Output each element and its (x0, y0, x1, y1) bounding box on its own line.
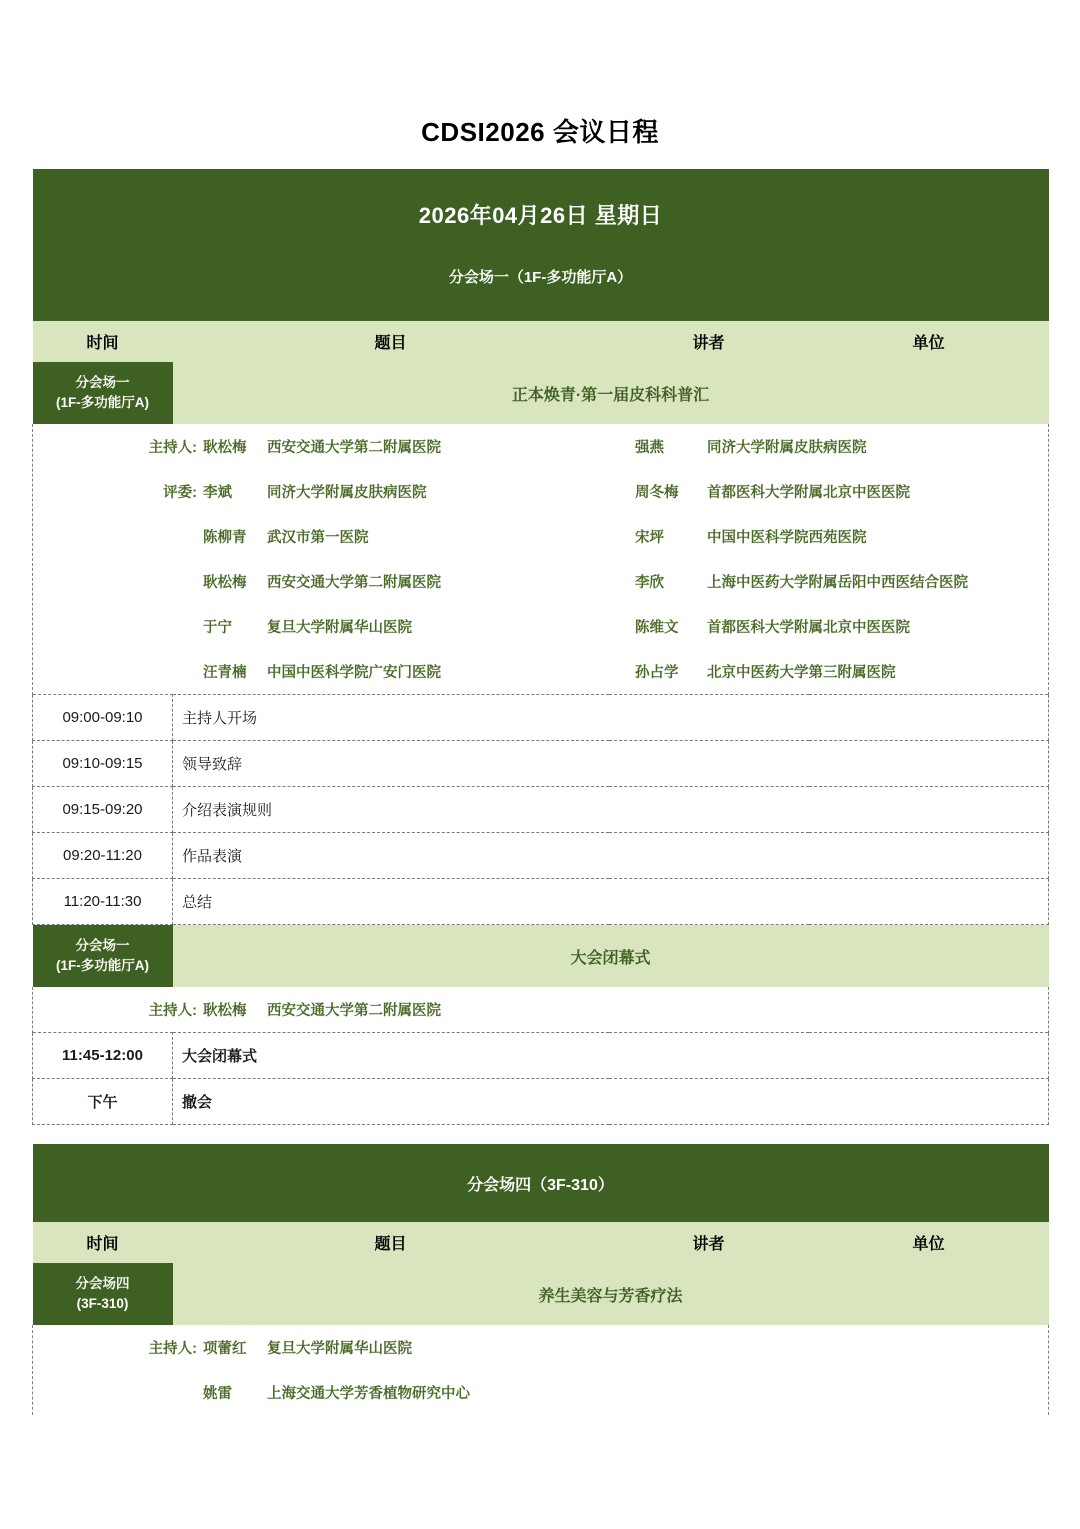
people-org-left: 西安交通大学第二附属医院 (267, 1003, 441, 1019)
col-header-time: 时间 (33, 1222, 173, 1263)
banner-cell (33, 1144, 1049, 1222)
table-row (33, 1079, 1049, 1125)
session-title: 大会闭幕式 (173, 925, 1049, 988)
people-label: 主持人: (148, 1341, 197, 1357)
people-org-left: 武汉市第一医院 (267, 530, 369, 546)
people-name-right: 李欣 (635, 575, 664, 591)
people-org-left: 同济大学附属皮肤病医院 (267, 485, 427, 501)
session-venue-line1: 分会场一 (75, 375, 130, 391)
slot-time: 09:10-09:15 (33, 741, 173, 787)
people-name-left: 陈柳青 (203, 530, 247, 546)
people-org-left: 西安交通大学第二附属医院 (267, 440, 441, 456)
people-name-left: 汪青楠 (203, 665, 247, 681)
people-name-right: 宋坪 (635, 530, 664, 546)
people-block-cell (33, 424, 1049, 695)
people-block-cell (33, 987, 1049, 1033)
people-name-left: 耿松梅 (203, 440, 247, 456)
session-venue-line2: (1F-多功能厅A) (56, 395, 149, 410)
people-row (33, 559, 1048, 604)
slot-time: 11:45-12:00 (33, 1033, 173, 1079)
slot-time: 09:20-11:20 (33, 833, 173, 879)
people-block-row (33, 987, 1049, 1033)
column-header-row (33, 321, 1049, 362)
people-row (33, 514, 1048, 559)
table-one (32, 169, 1049, 1125)
slot-desc: 总结 (173, 879, 1049, 925)
banner-venue-text: 分会场四（3F-310） (467, 1177, 614, 1194)
people-block-cell (33, 1325, 1049, 1415)
page-title: CDSI2026 会议日程 (421, 117, 659, 147)
session-title: 养生美容与芳香疗法 (173, 1263, 1049, 1325)
col-header-topic: 题目 (173, 1222, 609, 1263)
slot-time: 09:15-09:20 (33, 787, 173, 833)
people-org-left: 复旦大学附属华山医院 (267, 1341, 412, 1357)
people-block-row (33, 424, 1049, 695)
banner-cell (33, 169, 1049, 321)
session-strip-row (33, 925, 1049, 988)
slot-desc: 作品表演 (173, 833, 1049, 879)
session-strip-row (33, 362, 1049, 424)
people-org-right: 中国中医科学院西苑医院 (707, 530, 867, 546)
people-org-right: 上海中医药大学附属岳阳中西医结合医院 (707, 575, 968, 591)
slot-desc: 介绍表演规则 (173, 787, 1049, 833)
people-row (33, 469, 1048, 514)
col-header-unit: 单位 (809, 1222, 1049, 1263)
people-name-left: 于宁 (203, 620, 232, 636)
table-row (33, 833, 1049, 879)
table-row (33, 741, 1049, 787)
session-venue-label (33, 362, 173, 424)
people-name-right: 陈维文 (635, 620, 679, 636)
people-name-right: 孙占学 (635, 665, 679, 681)
session-venue-label (33, 1263, 173, 1325)
slot-desc: 主持人开场 (173, 695, 1049, 741)
slot-desc: 领导致辞 (173, 741, 1049, 787)
col-header-unit: 单位 (809, 321, 1049, 362)
table-row (33, 787, 1049, 833)
table-two (32, 1144, 1049, 1415)
people-label: 主持人: (148, 440, 197, 456)
people-row (33, 649, 1048, 694)
people-name-right: 强燕 (635, 440, 664, 456)
people-name-left: 姚雷 (203, 1386, 232, 1402)
people-org-left: 中国中医科学院广安门医院 (267, 665, 441, 681)
col-header-time: 时间 (33, 321, 173, 362)
people-org-right: 首都医科大学附属北京中医医院 (707, 485, 910, 501)
session-venue-line2: (1F-多功能厅A) (56, 958, 149, 973)
banner-venue-text: 分会场一（1F-多功能厅A） (448, 269, 633, 286)
session-venue-label (33, 925, 173, 988)
people-name-right: 周冬梅 (635, 485, 679, 501)
table-row (33, 879, 1049, 925)
session-title: 正本焕青·第一届皮科科普汇 (173, 362, 1049, 424)
people-org-left: 复旦大学附属华山医院 (267, 620, 412, 636)
col-header-topic: 题目 (173, 321, 609, 362)
people-row (33, 604, 1048, 649)
banner-row-venue (33, 1144, 1049, 1222)
people-org-left: 西安交通大学第二附属医院 (267, 575, 441, 591)
people-org-right: 北京中医药大学第三附属医院 (707, 665, 896, 681)
banner-row-date (33, 169, 1049, 321)
people-block-row (33, 1325, 1049, 1415)
slot-time: 11:20-11:30 (33, 879, 173, 925)
slot-time: 下午 (33, 1079, 173, 1125)
session-strip-row (33, 1263, 1049, 1325)
people-label: 评委: (163, 485, 197, 501)
people-name-left: 耿松梅 (203, 575, 247, 591)
people-label: 主持人: (148, 1003, 197, 1019)
people-row (33, 424, 1048, 469)
people-row (33, 1325, 1048, 1370)
people-org-right: 同济大学附属皮肤病医院 (707, 440, 867, 456)
slot-desc: 大会闭幕式 (173, 1033, 1049, 1079)
col-header-speaker: 讲者 (609, 321, 809, 362)
banner-date-text: 2026年04月26日 星期日 (418, 203, 663, 228)
table-row (33, 695, 1049, 741)
session-venue-line1: 分会场一 (75, 938, 130, 954)
people-name-left: 李斌 (203, 485, 232, 501)
session-venue-line2: (3F-310) (76, 1296, 129, 1311)
people-row (33, 987, 1048, 1032)
table-row (33, 1033, 1049, 1079)
people-org-left: 上海交通大学芳香植物研究中心 (267, 1386, 470, 1402)
slot-desc: 撤会 (173, 1079, 1049, 1125)
slot-time: 09:00-09:10 (33, 695, 173, 741)
people-row (33, 1370, 1048, 1415)
people-name-left: 项蕾红 (203, 1341, 247, 1357)
column-header-row (33, 1222, 1049, 1263)
people-org-right: 首都医科大学附属北京中医医院 (707, 620, 910, 636)
people-name-left: 耿松梅 (203, 1003, 247, 1019)
schedule-table-two (32, 1144, 1048, 1415)
col-header-speaker: 讲者 (609, 1222, 809, 1263)
session-venue-line1: 分会场四 (75, 1276, 130, 1292)
schedule-table-one (32, 169, 1048, 1125)
